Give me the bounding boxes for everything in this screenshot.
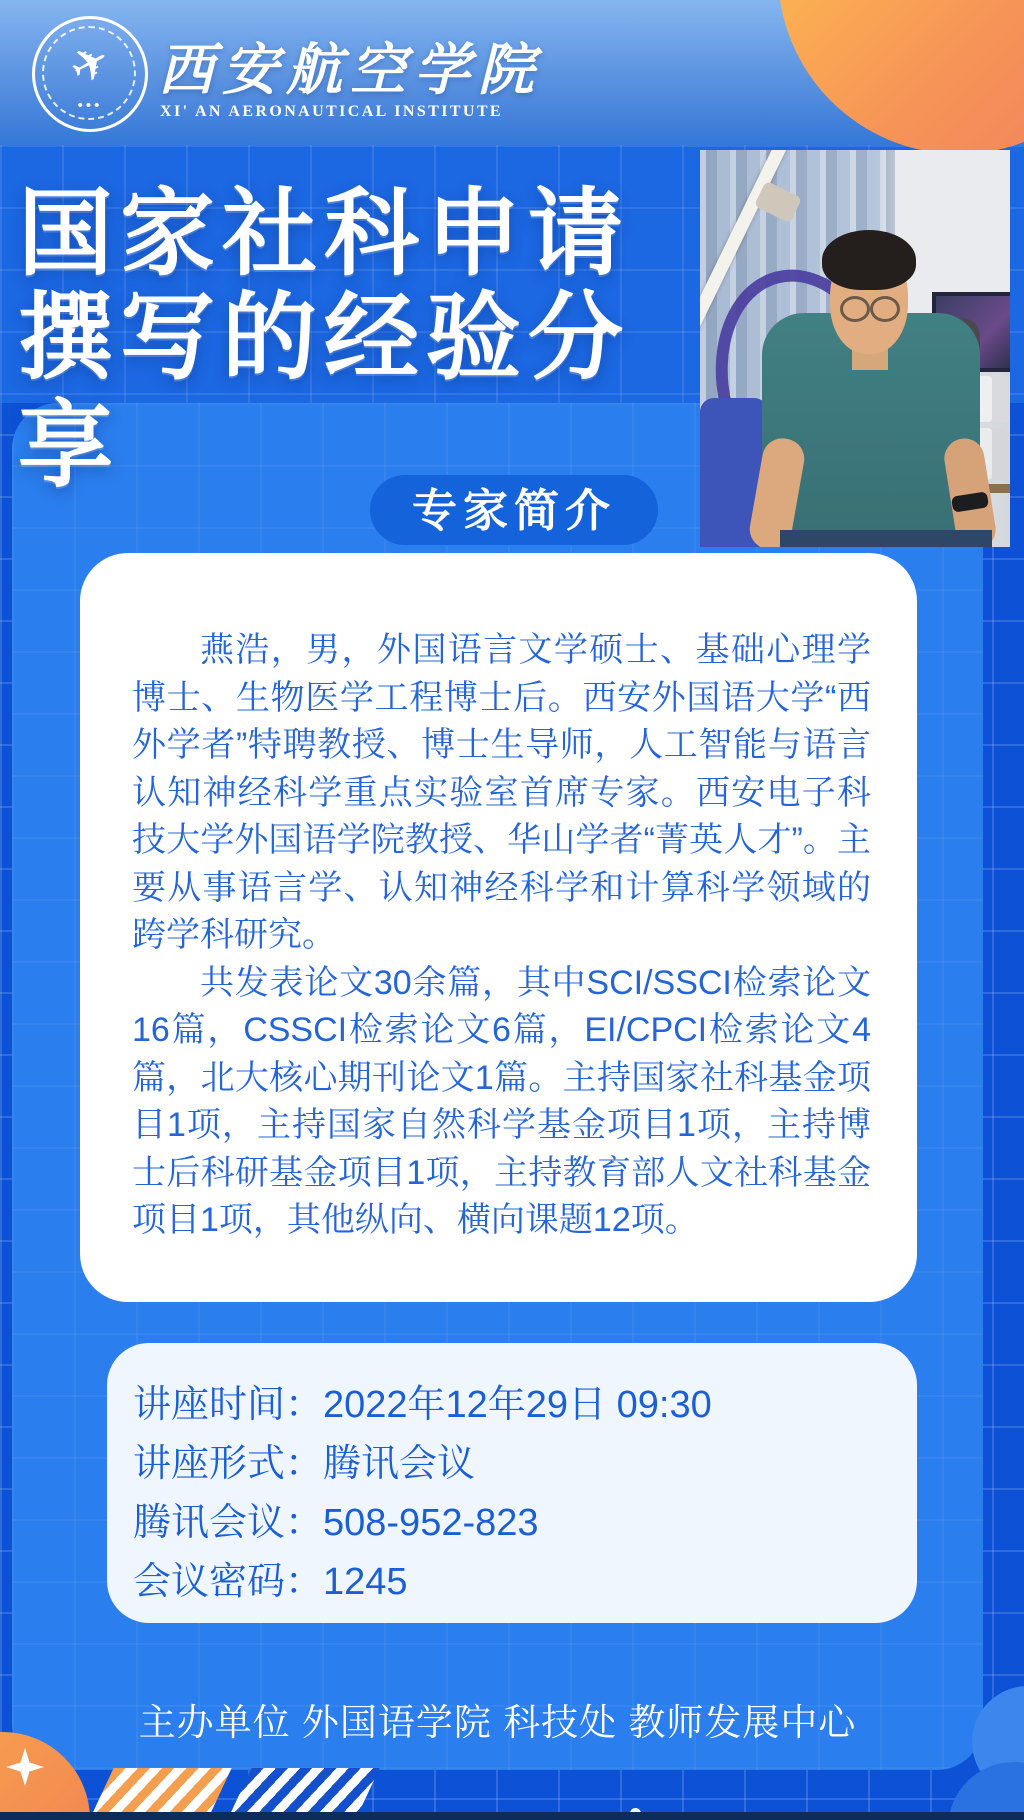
bio-paragraph-2: 共发表论文30余篇，其中SCI/SSCI检索论文16篇，CSSCI检索论文6篇，EI/CPCI检索论文4篇，北大核心期刊论文1篇。主持国家社科基金项目1项，主持国家自然科学基金项目1项，主持博士后科研基金项目1项，主持教育部人文社科基金项目1项，其他纵向、横向课题12项。: [132, 963, 871, 1239]
university-name-en: XI' AN AERONAUTICAL INSTITUTE: [160, 103, 504, 120]
schedule-card: [107, 1343, 917, 1623]
schedule-time: 讲座时间：2022年12年29日 09:30: [133, 1384, 712, 1426]
expert-photo: [700, 150, 1010, 547]
organizer-line: 主办单位 外国语学院 科技处 教师发展中心: [138, 1702, 857, 1743]
poster-title-line-3: 享: [18, 393, 121, 499]
blue-stripes-decoration: [228, 1768, 379, 1818]
poster-title-line-1: 国家社科申请: [18, 181, 631, 287]
airplane-icon: ✈: [60, 31, 120, 97]
schedule-format: 讲座形式：腾讯会议: [133, 1443, 476, 1485]
photo-person-jeans: [780, 530, 992, 547]
poster-title-line-2: 撰写的经验分: [18, 285, 631, 391]
university-emblem-icon: [32, 16, 148, 132]
expert-intro-badge: 专家简介: [370, 475, 658, 545]
photo-person-glasses: [838, 296, 902, 318]
bottom-navy-bar: [0, 1812, 1024, 1820]
orange-stripes-decoration: [90, 1768, 231, 1818]
bio-paragraph-1: 燕浩，男，外国语言文学硕士、基础心理学博士、生物医学工程博士后。西安外国语大学“西外学者”特聘教授、博士生导师，人工智能与语言认知神经科学重点实验室首席专家。西安电子科技大学外国语学院教授、华山学者“菁英人才”。主要从事语言学、认知神经科学和计算科学领域的跨学科研究。: [132, 631, 871, 954]
gear-dots-icon: •••: [77, 97, 103, 114]
bio-card: [80, 553, 917, 1302]
university-name-cn: 西安航空学院: [158, 38, 542, 101]
photo-person-hair: [822, 230, 916, 290]
schedule-meeting-id: 腾讯会议：508-952-823: [133, 1502, 539, 1544]
schedule-password: 会议密码：1245: [133, 1561, 408, 1603]
